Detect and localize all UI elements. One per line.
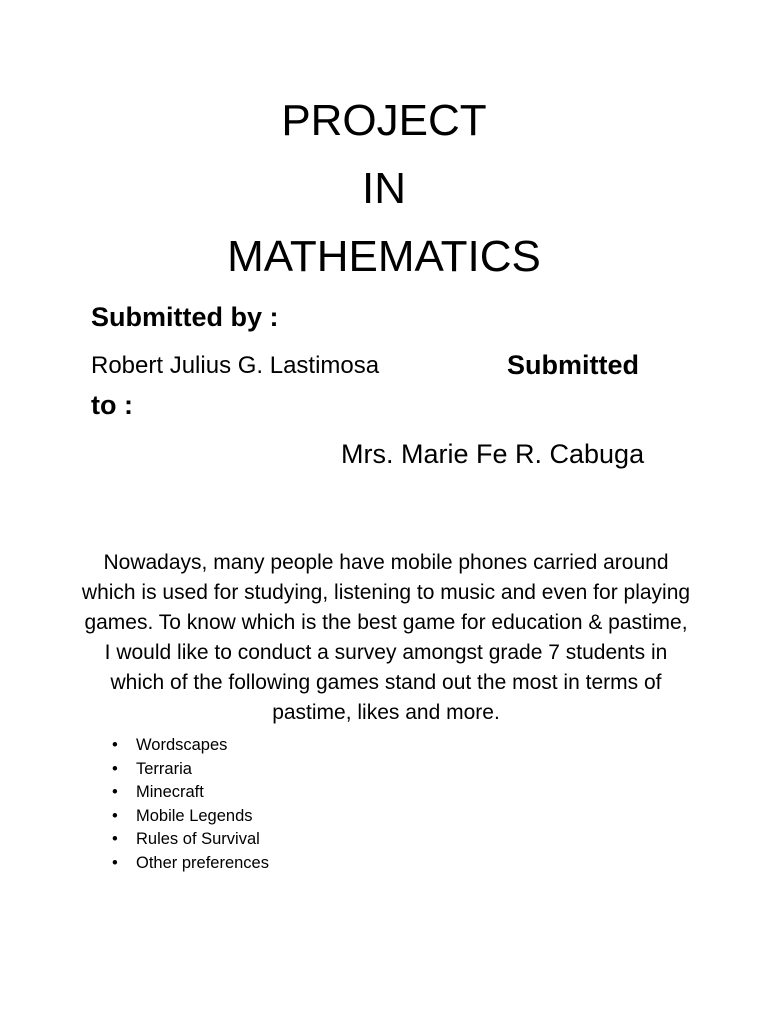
bullet-icon: •	[112, 806, 118, 825]
teacher-name: Mrs. Marie Fe R. Cabuga	[341, 439, 645, 469]
list-item	[108, 781, 269, 805]
list-item	[108, 758, 269, 782]
list-item	[108, 734, 269, 758]
bullet-icon: •	[112, 783, 118, 801]
game-name: Minecraft	[136, 783, 204, 801]
games-list	[108, 734, 269, 875]
list-item	[108, 828, 269, 852]
intro-paragraph: Nowadays, many people have mobile phones carried around which is used for studying, listening to music and even for playing games. To know which is the best game for education & pastime, I would like to conduct a survey amongst grade 7 students in which of the following games stand out the most in terms of pastime, likes and more.	[81, 551, 691, 724]
title-line-in: IN	[362, 164, 406, 213]
submitted-to-label-part1: Submitted	[507, 350, 639, 380]
title-line-project: PROJECT	[281, 96, 487, 145]
bullet-icon: •	[112, 830, 118, 848]
submitted-to-label-part2: to :	[91, 390, 133, 420]
bullet-icon: •	[112, 853, 118, 872]
list-item	[108, 852, 269, 876]
game-name: Terraria	[136, 759, 192, 778]
bullet-icon: •	[112, 736, 118, 754]
bullet-icon: •	[112, 759, 118, 778]
submitted-by-label: Submitted by :	[91, 302, 279, 332]
game-name: Wordscapes	[136, 736, 228, 754]
game-name: Mobile Legends	[136, 806, 253, 825]
game-name: Rules of Survival	[136, 830, 260, 848]
list-item	[108, 805, 269, 829]
student-name: Robert Julius G. Lastimosa	[91, 352, 380, 379]
title-line-mathematics: MATHEMATICS	[227, 232, 541, 281]
game-name: Other preferences	[136, 853, 269, 872]
